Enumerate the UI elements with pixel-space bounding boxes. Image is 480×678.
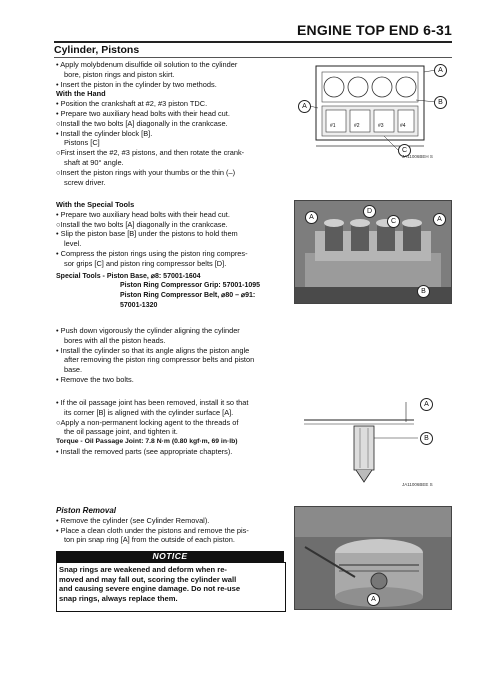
text-line: • Remove the cylinder (see Cylinder Removal). (56, 515, 210, 525)
callout-b: B (417, 285, 430, 298)
notice-line: moved and may fall out, scoring the cylinder wall (59, 574, 237, 584)
callout-a: A (367, 593, 380, 606)
section-title: Cylinder, Pistons (54, 44, 140, 56)
callout-a: A (298, 100, 311, 113)
special-tools-label: Special Tools - (56, 272, 107, 280)
special-tools-line (56, 272, 286, 282)
tool-item: 57001-1320 (120, 301, 158, 309)
header-rule (54, 41, 452, 43)
notice-title: NOTICE (56, 551, 284, 562)
callout-a: A (434, 64, 447, 77)
callout-a: A (305, 211, 318, 224)
text-line: base. (64, 365, 83, 375)
text-line: shaft at 90° angle. (64, 157, 124, 167)
figure-code: JA11006BEE S (402, 482, 433, 487)
page-header-title: ENGINE TOP END 6-31 (297, 22, 452, 38)
text-line: the oil passage joint, and tighten it. (64, 427, 178, 437)
text-line: • Install the cylinder block [B]. (56, 128, 153, 138)
callout-d: D (363, 205, 376, 218)
text-line: • Slip the piston base [B] under the pistons to hold them (56, 229, 238, 239)
text-line: • Prepare two auxiliary head bolts with their head cut. (56, 209, 230, 219)
callout-b: B (434, 96, 447, 109)
cylinder-block-figure (294, 60, 450, 162)
text-line: • Install the removed parts (see appropriate chapters). (56, 446, 233, 456)
callout-c: C (398, 144, 411, 157)
section-rule (54, 57, 452, 58)
text-line: ○Apply a non-permanent locking agent to the threads of (56, 417, 239, 427)
cylinder-label: #2 (354, 123, 360, 129)
tool-item: Piston Ring Compressor Belt, ⌀80 – ⌀91: (120, 292, 256, 300)
text-line: ○Install the two bolts [A] diagonally in the crankcase. (56, 219, 228, 229)
text-line: Pistons [C] (64, 138, 100, 148)
cylinder-push-section (56, 326, 286, 385)
notice-line: snap rings, always replace them. (59, 593, 178, 603)
callout-b: B (420, 432, 433, 445)
cylinder-block-drawing (294, 60, 450, 162)
text-line: • Position the crankshaft at #2, #3 piston TDC. (56, 99, 208, 109)
notice-box (56, 562, 286, 612)
cylinder-label: #4 (400, 123, 406, 129)
special-tools-photo (294, 200, 452, 304)
callout-a: A (420, 398, 433, 411)
text-line: • Insert the piston in the cylinder by two methods. (56, 79, 217, 89)
subheading-special-tools: With the Special Tools (56, 200, 135, 209)
figure-code: JA11006BEH S (402, 154, 433, 159)
tool-item: Piston Ring Compressor Grip: 57001-1095 (120, 282, 261, 290)
text-line: bores with all the piston heads. (64, 335, 166, 345)
text-line: level. (64, 239, 82, 249)
callout-c: C (387, 215, 400, 228)
subheading-with-hand: With the Hand (56, 89, 106, 99)
piston-removal-section (56, 506, 286, 545)
text-line: ○Install the two bolts [A] diagonally in the crankcase. (56, 118, 228, 128)
text-line: sor grips [C] and piston ring compressor belts [D]. (64, 258, 227, 268)
notice-line: and causing severe engine damage. Do not re-use (59, 584, 241, 594)
text-line: ton pin snap ring [A] from the outside of each piston. (64, 535, 235, 545)
text-line: • Place a clean cloth under the pistons and remove the pis- (56, 525, 249, 535)
text-line: screw driver. (64, 177, 106, 187)
subheading-piston-removal: Piston Removal (56, 506, 117, 515)
oil-passage-figure (294, 398, 450, 490)
text-line: • If the oil passage joint has been removed, install it so that (56, 398, 249, 407)
text-line: • Push down vigorously the cylinder aligning the cylinder (56, 326, 240, 335)
notice-line: Snap rings are weakened and deform when re- (59, 565, 227, 574)
cylinder-label: #3 (378, 123, 384, 129)
text-line: • Prepare two auxiliary head bolts with their head cut. (56, 108, 230, 118)
cylinder-label: #1 (330, 123, 336, 129)
text-line: • Apply molybdenum disulfide oil solution to the cylinder (56, 60, 238, 69)
installation-intro (56, 60, 286, 187)
tool-item: Piston Base, ⌀8: 57001-1604 (106, 272, 201, 280)
text-line: bore, piston rings and piston skirt. (64, 69, 175, 79)
callout-a: A (433, 213, 446, 226)
text-line: • Install the cylinder so that its angle aligns the piston angle (56, 345, 250, 355)
text-line: • Remove the two bolts. (56, 374, 134, 384)
special-tools-section (56, 200, 286, 311)
text-line: its corner [B] is aligned with the cylinder surface [A]. (64, 407, 234, 417)
torque-spec: Torque - Oil Passage Joint: 7.8 N·m (0.80 kgf·m, 69 in·lb) (56, 438, 238, 446)
snap-ring-photo (294, 506, 452, 610)
text-line: after removing the piston ring compressor belts and piston (64, 355, 255, 365)
oil-passage-section (56, 398, 286, 457)
text-line: • Compress the piston rings using the piston ring compres- (56, 248, 248, 258)
text-line: ○Insert the piston rings with your thumbs or the thin (–) (56, 167, 236, 177)
text-line: ○First insert the #2, #3 pistons, and then rotate the crank- (56, 148, 245, 158)
